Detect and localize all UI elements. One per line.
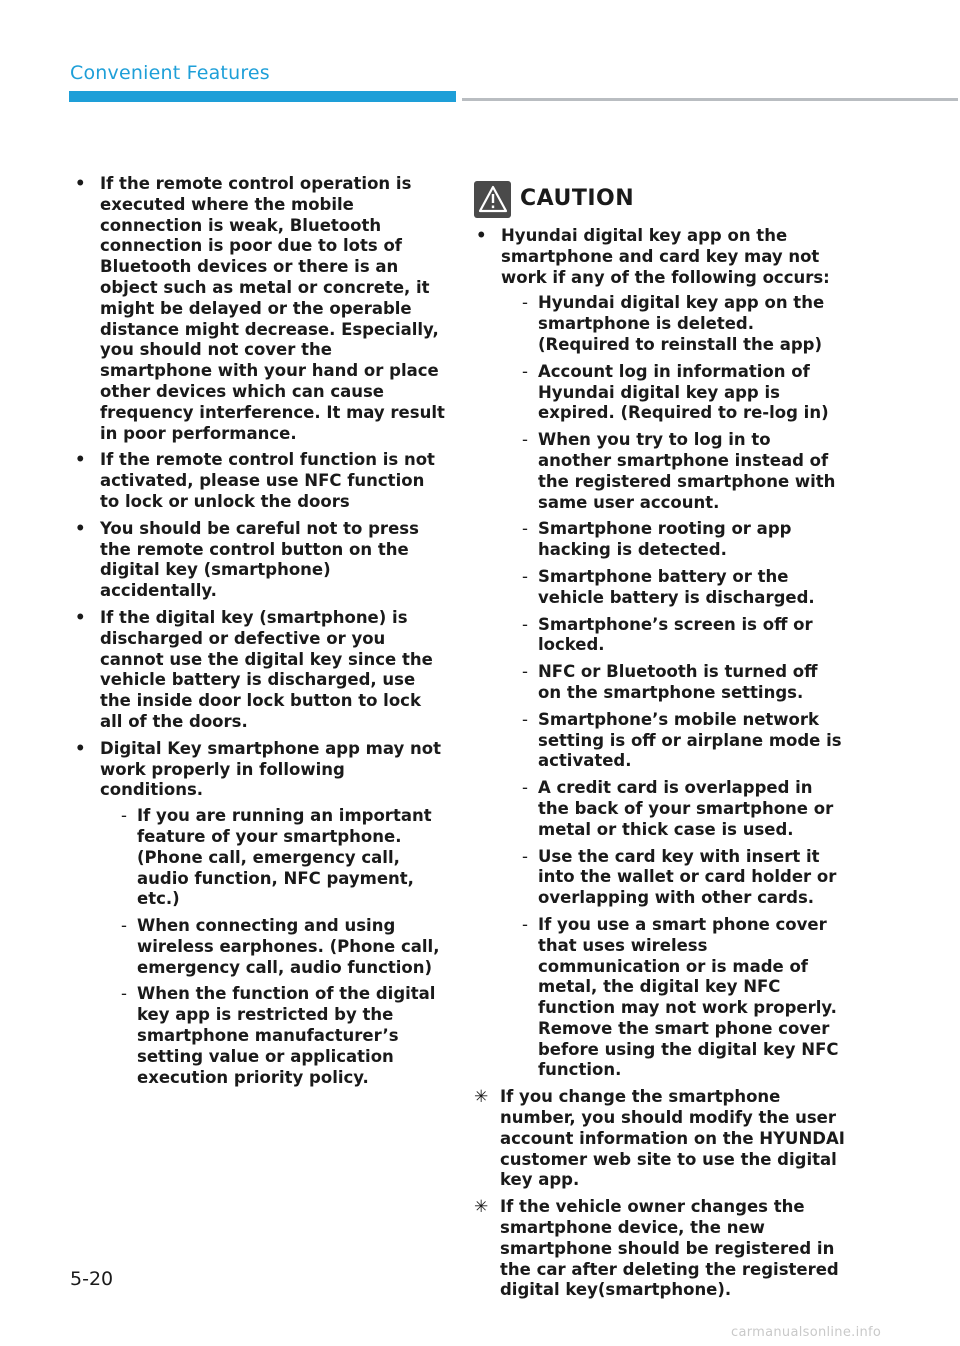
- warning-triangle-icon: [474, 181, 511, 218]
- note-item: ✳ If you change the smartphone number, you should modify the user account information on the HYUNDAI customer web site to use the digital key app.: [474, 1087, 845, 1190]
- watermark: carmanualsonline.info: [731, 1325, 882, 1340]
- asterisk-icon: ✳: [474, 1087, 489, 1108]
- sub-list-item: - When the function of the digital key app is restricted by the smartphone manufacturer’s setting value or application execution priority policy.: [118, 984, 445, 1088]
- note-item: ✳ If the vehicle owner changes the smartphone device, the new smartphone should be registered in the car after deleting the registered digital key(smartphone).: [474, 1197, 839, 1300]
- sub-list-item: - Smartphone’s mobile network setting is off or airplane mode is activated.: [519, 710, 846, 772]
- list-item: • Hyundai digital key app on the smartphone and card key may not work if any of the following occurs: - Hyundai digital key app on the smartphone is deleted. (Required to reinstall the app) - Account log in information of Hyundai digital key app is expired. (Required to re-log in) - When you try to log in to another smartphone instead of the registered smartphone with same user account. - Smartphone rooting or app hacking is detected. - Smartphone battery or the vehicle battery is discharged. - Smartphone’s screen is off or locked. - NFC or Bluetooth is turned off on the smartphone settings. - Smartphone’s mobile network setting is off or airplane mode is activated. - A credit card is overlapped in the back of your smartphone or metal or thick case is used. - Use the card key with insert it into the wallet or card holder or overlapping with other cards. - If you use a smart phone cover that uses wireless communication or is made of metal, the digital key NFC function may not work properly. Remove the smart phone cover before using the digital key NFC function.: [474, 226, 846, 1081]
- section-title: Convenient Features: [70, 62, 270, 84]
- note-list: [474, 1087, 846, 1301]
- caution-heading: [474, 180, 846, 218]
- header-accent-bar: [69, 91, 456, 102]
- sub-list-item: - Smartphone battery or the vehicle battery is discharged.: [519, 567, 846, 609]
- sub-list-item: - NFC or Bluetooth is turned off on the smartphone settings.: [519, 662, 846, 704]
- sub-list: [501, 293, 846, 1081]
- left-column: [73, 174, 445, 1094]
- caution-bullet-list: [474, 226, 846, 1081]
- caution-label: CAUTION: [520, 185, 635, 211]
- list-item: • If the digital key (smartphone) is discharged or defective or you cannot use the digital key since the vehicle battery is discharged, use the inside door lock button to lock all of the doors.: [73, 608, 445, 733]
- sub-list: [100, 806, 445, 1088]
- sub-list-item: - Smartphone’s screen is off or locked.: [519, 615, 846, 657]
- list-item: • If the remote control function is not activated, please use NFC function to lock or unlock the doors: [73, 450, 445, 512]
- list-item: • You should be careful not to press the remote control button on the digital key (smartphone) accidentally.: [73, 519, 445, 602]
- sub-list-item: - Use the card key with insert it into the wallet or card holder or overlapping with other cards.: [519, 847, 846, 909]
- sub-list-item: - Smartphone rooting or app hacking is detected.: [519, 519, 846, 561]
- sub-list-item: - If you are running an important feature of your smartphone. (Phone call, emergency call, audio function, NFC payment, etc.): [118, 806, 445, 910]
- header-divider: [462, 98, 958, 101]
- caution-box: [474, 180, 846, 1307]
- asterisk-icon: ✳: [474, 1197, 489, 1218]
- sub-list-item: - A credit card is overlapped in the back of your smartphone or metal or thick case is used.: [519, 778, 846, 840]
- left-bullet-list: [73, 174, 445, 1088]
- sub-list-item: - Account log in information of Hyundai digital key app is expired. (Required to re-log in): [519, 362, 846, 424]
- sub-list-item: - When you try to log in to another smartphone instead of the registered smartphone with same user account.: [519, 430, 846, 513]
- page-number: 5-20: [70, 1268, 114, 1290]
- sub-list-item: - When connecting and using wireless earphones. (Phone call, emergency call, audio function): [118, 916, 445, 978]
- list-item: • Digital Key smartphone app may not work properly in following conditions. - If you are running an important feature of your smartphone. (Phone call, emergency call, audio function, NFC payment, etc.) - When connecting and using wireless earphones. (Phone call, emergency call, audio function) - When the function of the digital key app is restricted by the smartphone manufacturer’s setting value or application execution priority policy.: [73, 739, 445, 1089]
- sub-list-item: - If you use a smart phone cover that uses wireless communication or is made of metal, the digital key NFC function may not work properly. Remove the smart phone cover before using the digital key NFC function.: [519, 915, 846, 1081]
- list-item: • If the remote control operation is executed where the mobile connection is weak, Bluetooth connection is poor due to lots of Bluetooth devices or there is an object such as metal or concrete, it might be delayed or the operable distance might decrease. Especially, you should not cover the smartphone with your hand or place other devices which can cause frequency interference. It may result in poor performance.: [73, 174, 445, 444]
- sub-list-item: - Hyundai digital key app on the smartphone is deleted. (Required to reinstall the app): [519, 293, 846, 355]
